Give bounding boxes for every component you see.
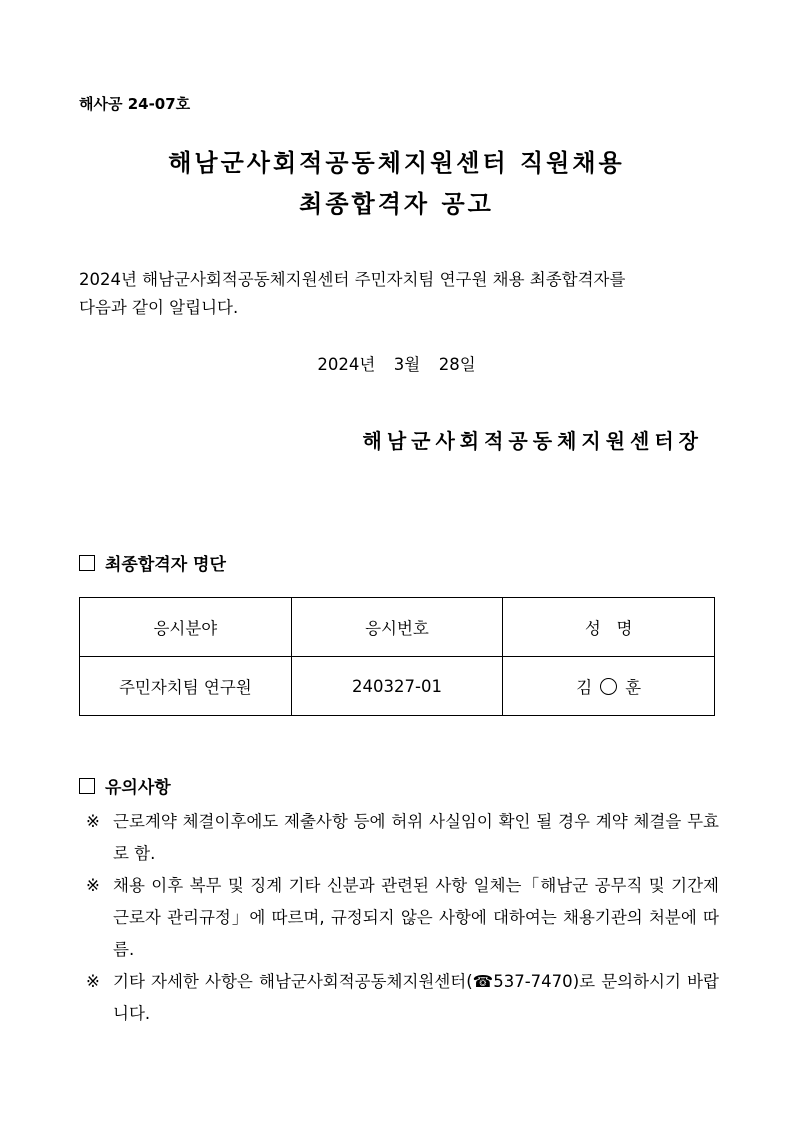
note-text-after: )로 문의하시기 바랍니다.	[113, 972, 719, 1023]
note-text: 채용 이후 복무 및 징계 기타 신분과 관련된 사항 일체는「해남군 공무직 및 기간제 근로자 관리규정」에 따르며, 규정되지 않은 사항에 대하여는 채용기관의 처분에 따름.	[113, 876, 719, 959]
reference-mark: ※	[86, 876, 100, 895]
note-text-before: 기타 자세한 사항은 해남군사회적공동체지원센터(	[113, 972, 473, 991]
column-header-field: 응시분야	[80, 598, 292, 657]
roster-section-heading	[79, 550, 226, 575]
intro-line2: 다음과 같이 알립니다.	[79, 298, 239, 317]
column-header-name: 성 명	[503, 598, 715, 657]
intro-line1: 2024년 해남군사회적공동체지원센터 주민자치팀 연구원 채용 최종합격자를	[79, 270, 626, 289]
notes-heading-text: 유의사항	[105, 778, 171, 798]
reference-mark: ※	[86, 812, 100, 831]
organization-signature: 해남군사회적공동체지원센터장	[362, 429, 703, 453]
page-title-line2: 최종합격자 공고	[299, 190, 494, 218]
column-header-number: 응시번호	[291, 598, 503, 657]
name-last: 훈	[625, 678, 642, 697]
reference-mark: ※	[86, 972, 100, 991]
checkbox-square-icon	[79, 778, 95, 794]
list-item	[79, 806, 719, 870]
notes-section-heading	[79, 773, 171, 798]
cell-field: 주민자치팀 연구원	[80, 657, 292, 716]
table-header-row	[80, 598, 715, 657]
intro-text	[79, 266, 719, 322]
note-text: 근로계약 체결이후에도 제출사항 등에 허위 사실임이 확인 될 경우 계약 체결을 무효로 함.	[113, 812, 719, 863]
page-title-line1: 해남군사회적공동체지원센터 직원채용	[168, 149, 625, 177]
roster-table	[79, 597, 715, 716]
cell-name	[503, 657, 715, 716]
list-item	[79, 966, 719, 1030]
announcement-date: 2024년 3월 28일	[317, 355, 476, 374]
document-number: 해사공 24-07호	[79, 95, 191, 113]
name-first: 김	[576, 678, 593, 697]
phone-number: 537-7470	[493, 972, 573, 991]
table-row	[80, 657, 715, 716]
roster-heading-text: 최종합격자 명단	[105, 555, 226, 575]
phone-icon: ☎	[472, 972, 494, 991]
notes-list	[79, 806, 719, 1030]
checkbox-square-icon	[79, 555, 95, 571]
list-item	[79, 870, 719, 966]
cell-number: 240327-01	[291, 657, 503, 716]
masked-circle-icon	[600, 678, 617, 695]
